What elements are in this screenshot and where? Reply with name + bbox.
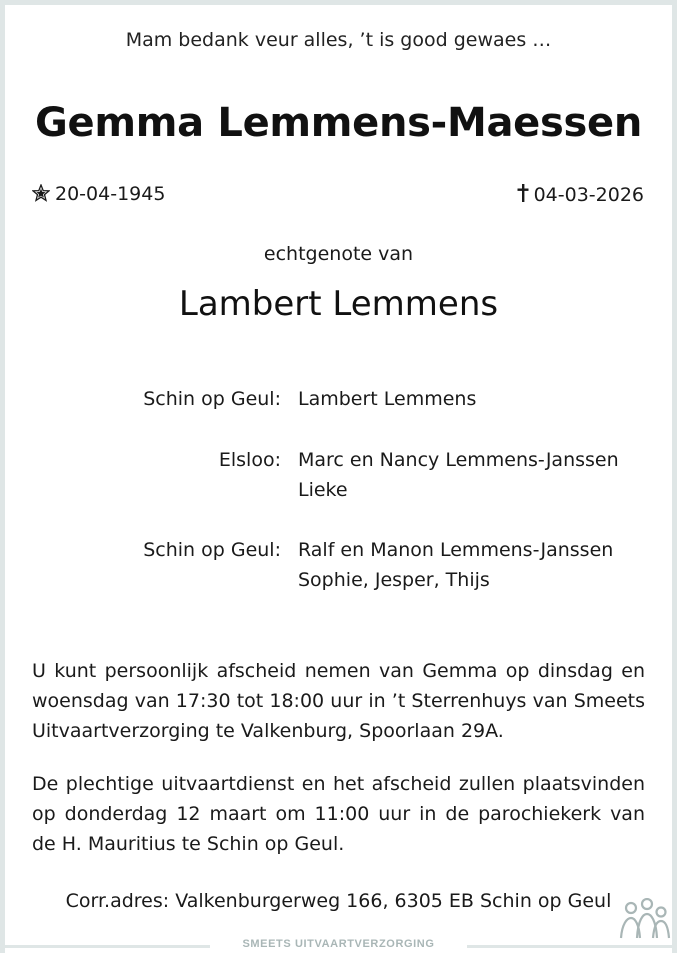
family-name-line: Sophie, Jesper, Thijs bbox=[298, 569, 490, 591]
footer-brand: SMEETS UITVAARTVERZORGING bbox=[242, 938, 435, 950]
family-names bbox=[298, 445, 619, 505]
family-place: Schin op Geul: bbox=[143, 539, 281, 561]
footer bbox=[5, 938, 672, 953]
family-place: Elsloo: bbox=[218, 449, 281, 471]
birth-date-text: 20-04-1945 bbox=[55, 183, 166, 205]
footer-divider-right bbox=[467, 945, 672, 948]
visitation-paragraph: U kunt persoonlijk afscheid nemen van Gemma op dinsdag en woensdag van 17:30 tot 18:00 uur in ’t Sterrenhuys van Smeets Uitvaartverzorging te Valkenburg, Spoorlaan 29A. bbox=[32, 660, 645, 742]
birth-date bbox=[32, 183, 165, 205]
family-name-line: Ralf en Manon Lemmens-Janssen bbox=[298, 539, 614, 561]
family-place: Schin op Geul: bbox=[143, 388, 281, 410]
star-icon bbox=[32, 184, 50, 202]
death-date bbox=[517, 183, 644, 206]
spouse-label: echtgenote van bbox=[263, 243, 414, 265]
correspondence-address: Corr.adres: Valkenburgerweg 166, 6305 EB Schin op Geul bbox=[65, 890, 612, 912]
cross-icon bbox=[517, 183, 529, 203]
family-name-line: Lambert Lemmens bbox=[298, 388, 477, 410]
service-paragraph: De plechtige uitvaartdienst en het afscheid zullen plaatsvinden op donderdag 12 maart om 11:00 uur in de parochiekerk van de H. Mauritius te Schin op Geul. bbox=[32, 773, 645, 855]
deceased-name: Gemma Lemmens-Maessen bbox=[34, 100, 643, 146]
family-names bbox=[298, 535, 613, 595]
family-names bbox=[298, 384, 476, 414]
family-name-line: Lieke bbox=[298, 479, 348, 501]
quote-text: Mam bedank veur alles, ’t is good gewaes … bbox=[125, 29, 552, 51]
spouse-name: Lambert Lemmens bbox=[178, 284, 499, 324]
family-name-line: Marc en Nancy Lemmens-Janssen bbox=[298, 449, 619, 471]
death-date-text: 04-03-2026 bbox=[533, 184, 644, 206]
